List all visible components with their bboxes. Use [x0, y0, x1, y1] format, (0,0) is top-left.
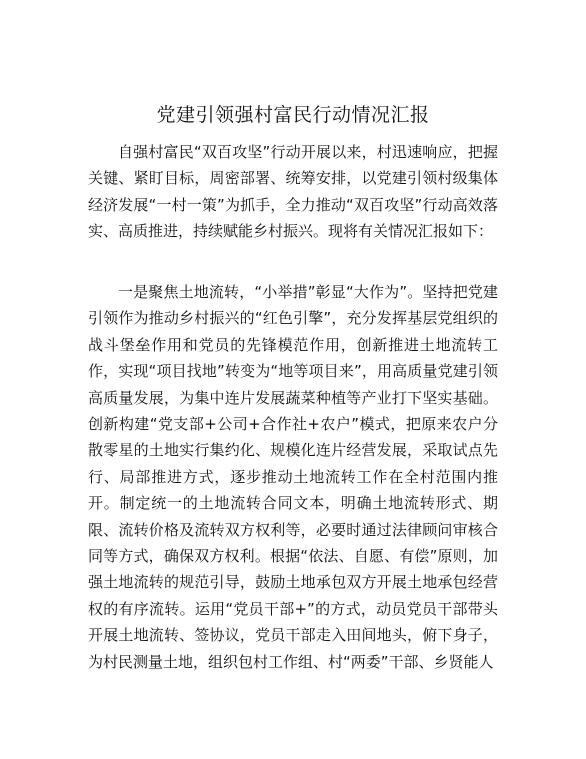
section-one-paragraph: 一是聚焦土地流转，“小举措”彰显“大作为”。坚持把党建引领作为推动乡村振兴的“红色引擎”，充分发挥基层党组织的战斗堡垒作用和党员的先锋模范作用，创新推进土地流转工作，实现“项目找地”转变为“地等项目来”，用高质量党建引领高质量发展，为集中连片发展蔬菜种植等产业打下坚实基础。创新构建“党支部+公司+合作社+农户”模式，把原来农户分散零星的土地实行集约化、规模化连片经营发展，采取试点先行、局部推进方式，逐步推动土地流转工作在全村范围内推开。制定统一的土地流转合同文本，明确土地流转形式、期限、流转价格及流转双方权利等，必要时通过法律顾问审核合同等方式，确保双方权利。根据“依法、自愿、有偿”原则，加强土地流转的规范引导，鼓励土地承包双方开展土地承包经营权的有序流转。运用“党员干部+”的方式，动员党员干部带头开展土地流转、签协议，党员干部走入田间地头，俯下身子，为村民测量土地，组织包村工作组、村“两委”干部、乡贤能人: [88, 283, 498, 671]
intro-paragraph: 自强村富民“双百攻坚”行动开展以来，村迅速响应，把握关键、紧盯目标，周密部署、统筹安排，以党建引领村级集体经济发展“一村一策”为抓手，全力推动“双百攻坚”行动高效落实、高质推进，持续赋能乡村振兴。现将有关情况汇报如下：: [88, 143, 498, 241]
document-title: 党建引领强村富民行动情况汇报: [156, 104, 430, 126]
